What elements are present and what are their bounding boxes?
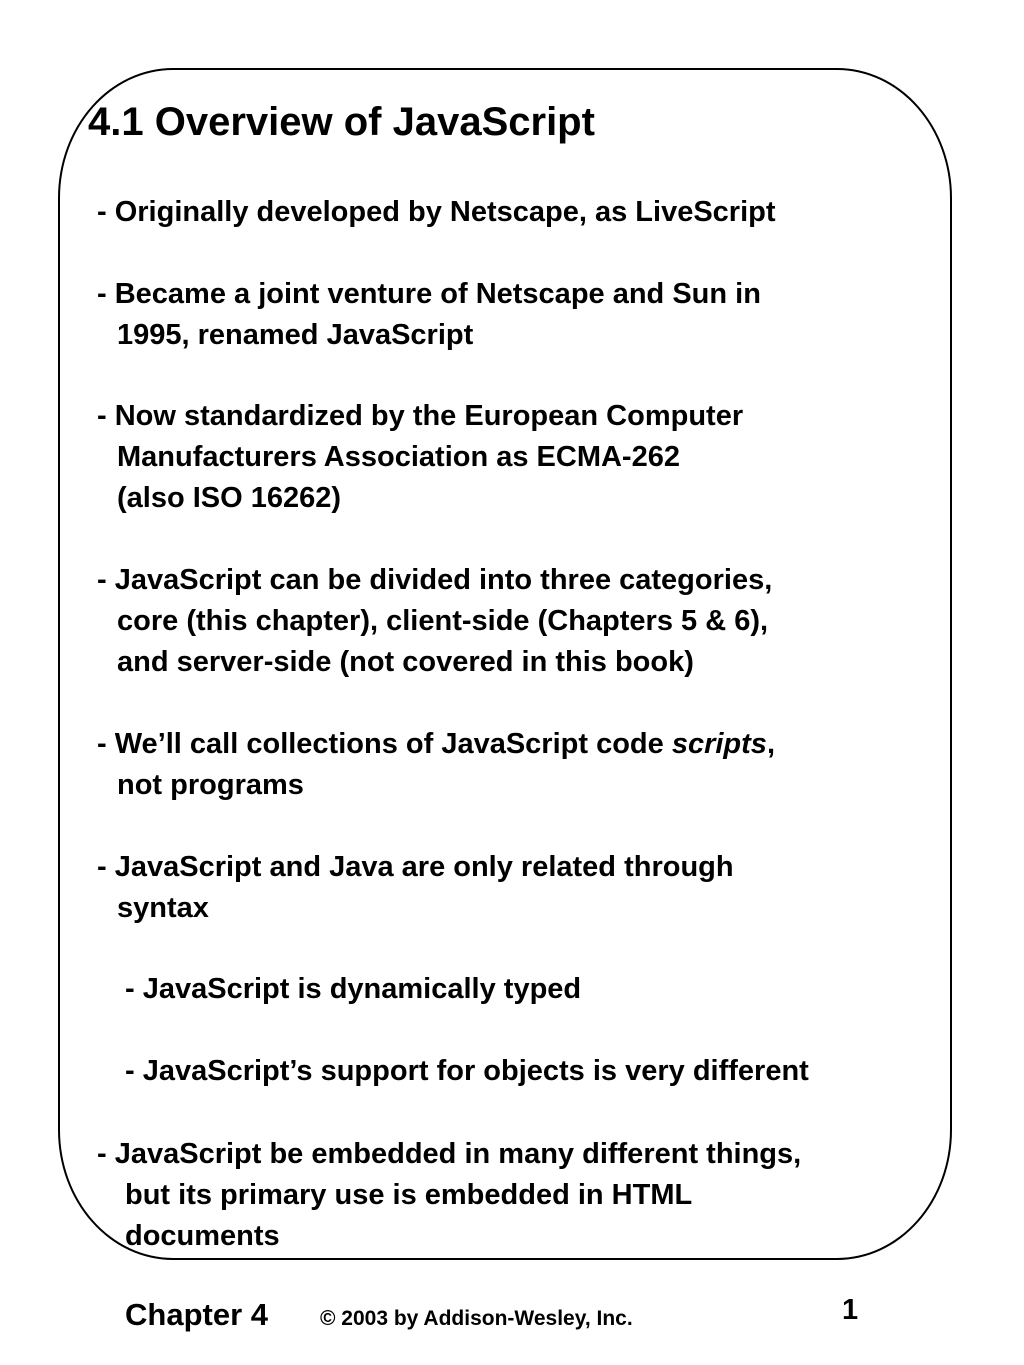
bullet-standardized-line-3: (also ISO 16262) (117, 482, 342, 514)
bullet-embedded-line-1: - JavaScript be embedded in many different things, (97, 1138, 802, 1170)
bullet-embedded-line-2: but its primary use is embedded in HTML (125, 1179, 693, 1211)
bullet-categories-line-1: - JavaScript can be divided into three categories, (97, 564, 773, 596)
slide-title: 4.1 Overview of JavaScript (88, 100, 595, 144)
scripts-emphasis: scripts (671, 728, 767, 760)
bullet-joint-venture-line-2: 1995, renamed JavaScript (117, 319, 474, 351)
bullet-origin: - Originally developed by Netscape, as LiveScript (97, 196, 776, 228)
sub-bullet-objects: - JavaScript’s support for objects is very different (125, 1055, 809, 1087)
bullet-joint-venture-line-1: - Became a joint venture of Netscape and Sun in (97, 278, 761, 310)
bullet-scripts-line-2: not programs (117, 769, 304, 801)
bullet-scripts-comma: , (766, 728, 775, 760)
bullet-standardized-line-2: Manufacturers Association as ECMA-262 (117, 441, 680, 473)
bullet-standardized-line-1: - Now standardized by the European Computer (97, 400, 744, 432)
footer-chapter: Chapter 4 (125, 1297, 268, 1332)
footer-page-number: 1 (842, 1294, 859, 1326)
bullet-categories-line-2: core (this chapter), client-side (Chapters 5 & 6), (117, 605, 769, 637)
bullet-java-relation-line-1: - JavaScript and Java are only related through (97, 851, 734, 883)
bullet-scripts-text: - We’ll call collections of JavaScript code (97, 728, 672, 760)
bullet-java-relation-line-2: syntax (117, 892, 209, 924)
bullet-categories-line-3: and server-side (not covered in this book) (117, 646, 694, 678)
bullet-embedded-line-3: documents (125, 1220, 280, 1252)
sub-bullet-dynamic-typing: - JavaScript is dynamically typed (125, 973, 582, 1005)
bullet-scripts-line-1 (97, 726, 775, 762)
footer-copyright: © 2003 by Addison-Wesley, Inc. (320, 1307, 633, 1330)
